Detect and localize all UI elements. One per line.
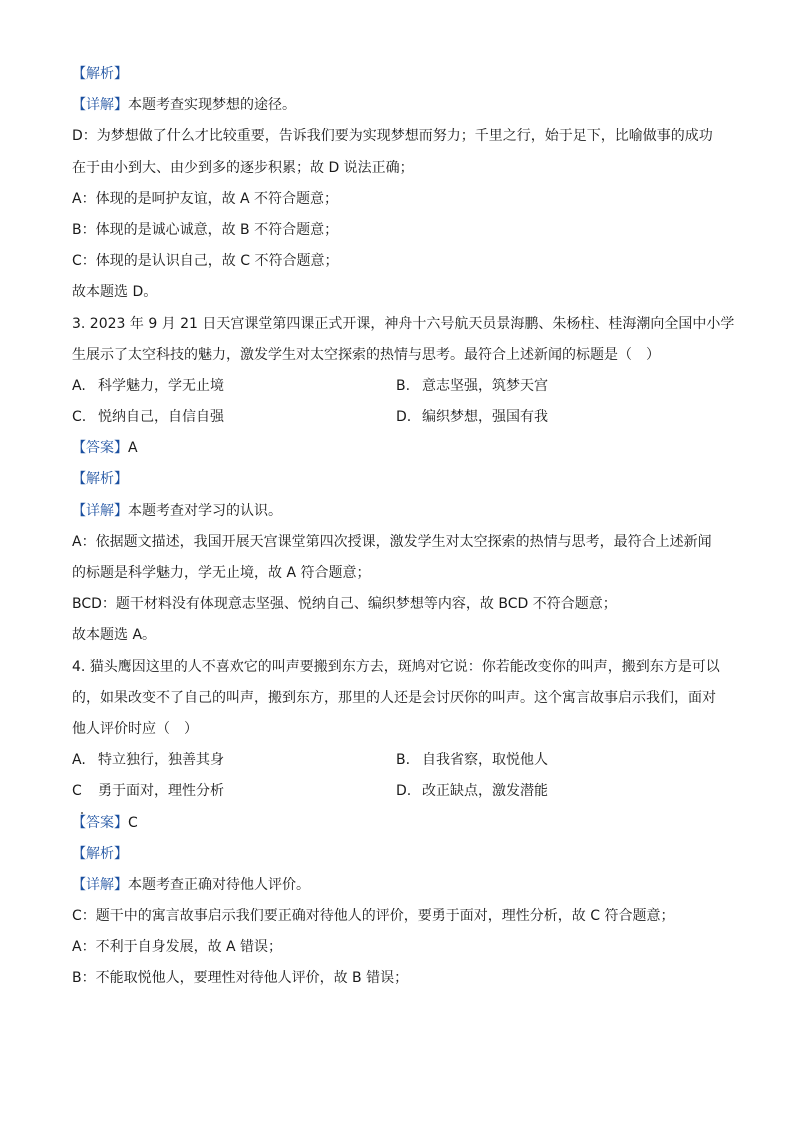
q2-explanation-c: C：体现的是认识自己，故 C 不符合题意； (72, 253, 339, 270)
q3-conclusion: 故本题选 A。 (72, 627, 157, 644)
q3-answer: 【答案】A (72, 440, 138, 457)
q3-analysis-heading: 【解析】 (72, 471, 128, 488)
q3-option-d: D. 编织梦想，强国有我 (396, 409, 548, 426)
q4-detail: 【详解】本题考查正确对待他人评价。 (72, 876, 310, 893)
q3-explanation-a-1: A：依据题文描述，我国开展天宫课堂第四次授课，激发学生对太空探索的热情与思考，最符合上述新闻 (72, 533, 712, 550)
q3-option-a: A. 科学魅力，学无止境 (72, 377, 224, 394)
q2-explanation-d-2: 在于由小到大、由少到多的逐步积累；故 D 说法正确； (72, 159, 414, 176)
q4-option-c: C 勇于面对，理性分析 (72, 783, 224, 800)
q4-option-b: B. 自我省察，取悦他人 (396, 752, 548, 769)
document-page (72, 64, 735, 1000)
q4-explanation-b: B：不能取悦他人，要理性对待他人评价，故 B 错误； (72, 970, 409, 987)
q4-explanation-a: A：不利于自身发展，故 A 错误； (72, 939, 283, 956)
q2-explanation-a: A：体现的是呵护友谊，故 A 不符合题意； (72, 190, 339, 207)
q4-options-row-1 (72, 750, 732, 770)
q2-conclusion: 故本题选 D。 (72, 284, 158, 301)
q3-explanation-bcd: BCD：题干材料没有体现意志坚强、悦纳自己、编织梦想等内容，故 BCD 不符合题意； (72, 596, 617, 613)
q3-stem-1: 3. 2023 年 9 月 21 日天宫课堂第四课正式开课，神舟十六号航天员景海鹏、朱杨柱、桂海潮向全国中小学 (72, 315, 735, 332)
q4-stem-2: 的，如果改变不了自己的叫声，搬到东方，那里的人还是会讨厌你的叫声。这个寓言故事启示我们，面对 (72, 689, 716, 706)
q3-detail: 【详解】本题考查对学习的认识。 (72, 502, 282, 519)
stray-mark (81, 812, 83, 814)
q2-explanation-b: B：体现的是诚心诚意，故 B 不符合题意； (72, 221, 339, 238)
q4-options-row-2 (72, 781, 732, 801)
q4-explanation-c: C：题干中的寓言故事启示我们要正确对待他人的评价，要勇于面对，理性分析，故 C 符合题意； (72, 908, 675, 925)
q3-option-c: C. 悦纳自己，自信自强 (72, 409, 224, 426)
q3-options-row-2 (72, 407, 732, 427)
q4-stem-1: 4. 猫头鹰因这里的人不喜欢它的叫声要搬到东方去，斑鸠对它说：你若能改变你的叫声，搬到东方是可以 (72, 658, 720, 675)
q4-answer: 【答案】C (72, 814, 138, 831)
q4-option-a: A. 特立独行，独善其身 (72, 752, 224, 769)
q3-options-row-1 (72, 376, 732, 396)
q2-explanation-d-1: D：为梦想做了什么才比较重要，告诉我们要为实现梦想而努力；千里之行，始于足下，比喻做事的成功 (72, 128, 713, 145)
q3-explanation-a-2: 的标题是科学魅力，学无止境，故 A 符合题意； (72, 565, 371, 581)
q3-stem-2: 生展示了太空科技的魅力，激发学生对太空探索的热情与思考。最符合上述新闻的标题是（ ） (72, 346, 660, 363)
q2-analysis-heading: 【解析】 (72, 66, 128, 82)
q4-option-d: D. 改正缺点，激发潜能 (396, 783, 548, 800)
q2-detail: 【详解】本题考查实现梦想的途径。 (72, 97, 296, 114)
q4-analysis-heading: 【解析】 (72, 845, 128, 862)
q4-stem-3: 他人评价时应（ ） (72, 720, 198, 737)
q3-option-b: B. 意志坚强，筑梦天宫 (396, 377, 548, 394)
